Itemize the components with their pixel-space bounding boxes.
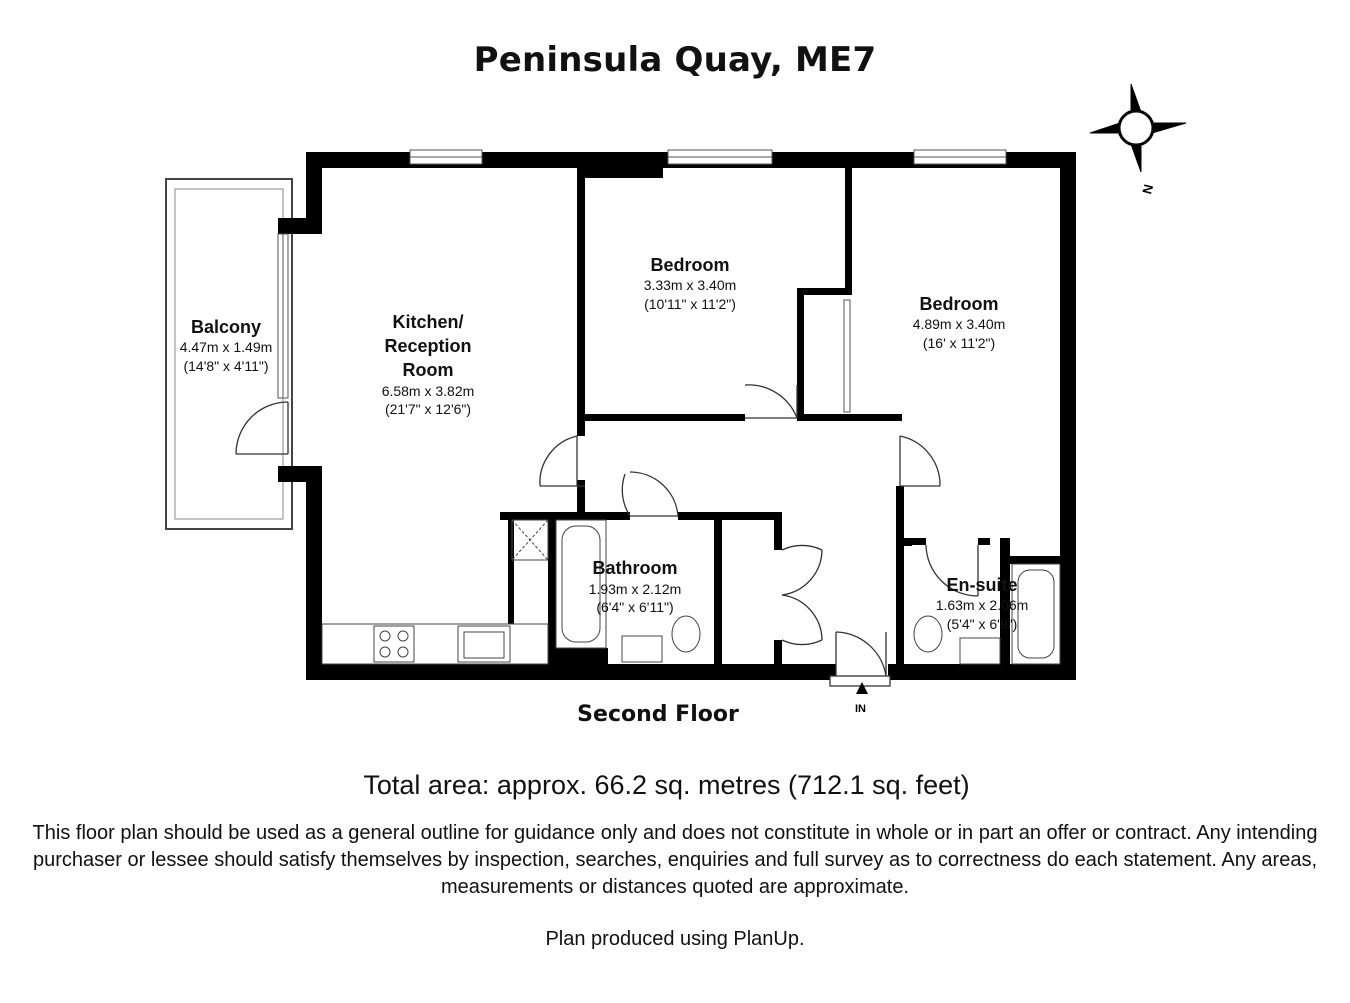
entrance-arrow-icon	[855, 682, 868, 715]
kitchen-name-1: Kitchen/	[392, 312, 464, 332]
windows	[278, 150, 1006, 412]
balcony-imperial: (14'8" x 4'11")	[183, 358, 269, 374]
balcony-name: Balcony	[190, 317, 262, 337]
ensuite-metric: 1.63m x 2.06m	[935, 597, 1029, 613]
ensuite-imperial: (5'4" x 6'9")	[946, 616, 1018, 632]
bedroom2-metric: 4.89m x 3.40m	[912, 316, 1006, 332]
kitchen-name-2: Reception	[384, 336, 472, 356]
bedroom1-imperial: (10'11" x 11'2")	[644, 296, 736, 312]
bathroom-imperial: (6'4" x 6'11")	[596, 599, 674, 615]
bedroom1-name: Bedroom	[650, 255, 730, 275]
room-label-ensuite	[936, 575, 1029, 632]
ensuite-name: En-suite	[946, 575, 1018, 595]
ensuite-toilet-icon	[914, 616, 942, 652]
compass-rose-icon	[1090, 84, 1186, 196]
entrance-label: IN	[855, 703, 866, 715]
kitchen-name-3: Room	[402, 360, 454, 380]
room-label-balcony	[180, 317, 273, 374]
bedroom1-metric: 3.33m x 3.40m	[643, 277, 737, 293]
kitchen-metric: 6.58m x 3.82m	[381, 383, 475, 399]
room-label-kitchen	[382, 312, 475, 417]
kitchen-sink-icon	[458, 626, 510, 662]
bathroom-name: Bathroom	[592, 558, 678, 578]
kitchen-imperial: (21'7" x 12'6")	[384, 401, 472, 417]
compass-north-label: N	[1139, 182, 1157, 196]
disclaimer-text: This floor plan should be used as a general outline for guidance only and does not constitute in whole or in part an offer or contract. Any intending purchaser or lessee should satisfy themselves by inspection, searches, enquiries and full survey as to correctness do each statement. Any areas, measurements or distances quoted are approximate.	[32, 822, 1318, 898]
balcony-metric: 4.47m x 1.49m	[179, 339, 273, 355]
room-label-bedroom-2	[913, 294, 1006, 351]
total-area: Total area: approx. 66.2 sq. metres (712.1 sq. feet)	[363, 770, 970, 800]
bathroom-metric: 1.93m x 2.12m	[588, 581, 682, 597]
basin-icon	[622, 636, 662, 662]
credit-text: Plan produced using PlanUp.	[545, 928, 805, 950]
ensuite-bath-icon	[1012, 564, 1060, 664]
ensuite-basin-icon	[960, 638, 1000, 664]
toilet-icon	[672, 616, 700, 652]
floor-label: Second Floor	[577, 702, 739, 727]
room-label-bathroom	[589, 558, 682, 615]
bedroom2-name: Bedroom	[919, 294, 999, 314]
room-label-bedroom-1	[644, 255, 737, 312]
plan-title: Peninsula Quay, ME7	[473, 40, 877, 80]
bedroom2-imperial: (16' x 11'2")	[922, 335, 996, 351]
hob-icon	[374, 626, 414, 662]
doors	[236, 385, 978, 686]
